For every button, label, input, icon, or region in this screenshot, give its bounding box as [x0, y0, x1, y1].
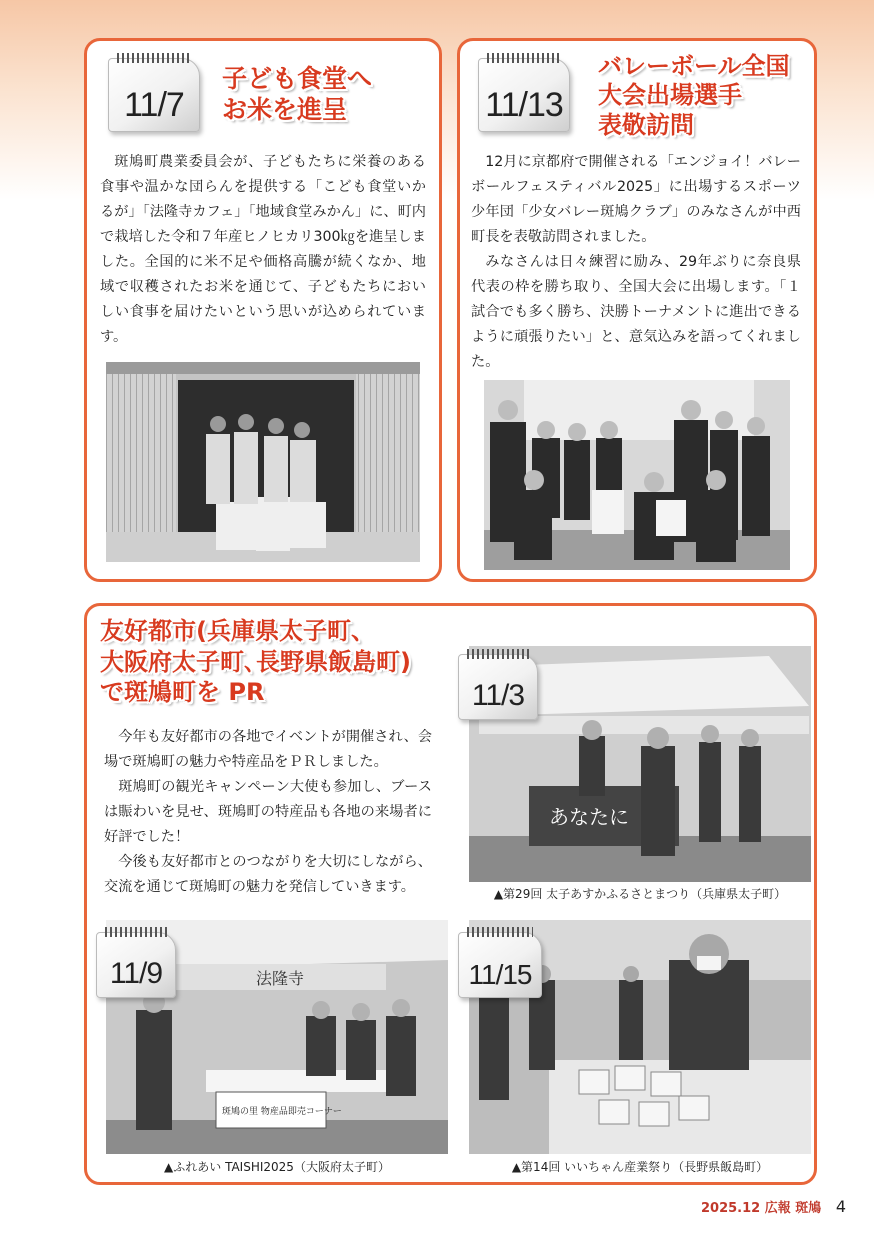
page-number: 4	[835, 1197, 846, 1216]
calendar-date-badge	[458, 654, 538, 720]
photo-caption: ▲ふれあい TAISHI2025（大阪府太子町）	[164, 1160, 390, 1174]
title-line: 表敬訪問	[598, 110, 694, 139]
warehouse-illustration	[106, 362, 420, 562]
paragraph: 今年も友好都市の各地でイベントが開催され、会場で斑鳩町の魅力や特産品をＰＲしました。	[104, 729, 432, 770]
calendar-date-badge	[458, 932, 542, 998]
article-title	[222, 64, 372, 125]
title-line: 大会出場選手	[598, 81, 742, 110]
article-title	[598, 52, 790, 140]
calendar-rings	[467, 649, 529, 659]
title-line: 友好都市(兵庫県太子町、	[100, 617, 375, 645]
event-date: 11/3	[471, 679, 525, 712]
brand-logo: 斑鳩	[795, 1201, 822, 1216]
calendar-rings	[105, 927, 167, 937]
paragraph: 斑鳩町の観光キャンペーン大使も参加し、ブースは賑わいを見せ、斑鳩町の特産品も各地の来場者に好評でした！	[104, 779, 432, 845]
photo-caption: ▲第29回 太子あすかふるさとまつり（兵庫県太子町）	[493, 887, 787, 901]
title-line: で斑鳩町を PR	[100, 678, 265, 707]
paragraph: 今後も友好都市とのつながりを大切にしながら、交流を通じて斑鳩町の魅力を発信していきます。	[104, 854, 432, 895]
article-body	[104, 725, 432, 900]
booth-sign-text: あなたに	[549, 805, 629, 829]
photo-caption: ▲第14回 いいちゃん産業祭り（長野県飯島町）	[511, 1160, 769, 1174]
event-date: 11/9	[109, 957, 163, 990]
team-group-illustration	[484, 380, 790, 570]
title-line: お米を進呈	[222, 94, 348, 124]
calendar-rings	[487, 53, 561, 63]
calendar-rings	[467, 927, 533, 937]
title-line: バレーボール全国	[598, 52, 790, 80]
article-body	[471, 150, 801, 375]
calendar-rings	[117, 53, 191, 63]
photo-volleyball-team	[484, 380, 790, 570]
event-date: 11/13	[485, 86, 563, 124]
paragraph: 12月に京都府で開催される「エンジョイ！バレーボールフェスティバル2025」に出場するスポーツ少年団「少女バレー斑鳩クラブ」のみなさんが中西町長を表敬訪問されました。	[471, 154, 801, 245]
banner-text: 法隆寺	[256, 969, 305, 988]
title-line: 子ども食堂へ	[222, 64, 373, 93]
paragraph: みなさんは日々練習に励み、29年ぶりに奈良県代表の枠を勝ち取り、全国大会に出場します。「１試合でも多く勝ち、決勝トーナメントに進出できるように頑張りたい」と、意気込みを語ってくれました。	[471, 254, 801, 370]
photo-rice-donation	[106, 362, 420, 562]
title-line: 大阪府太子町､長野県飯島町)	[100, 647, 411, 676]
event-date: 11/7	[124, 86, 184, 124]
paragraph: 斑鳩町農業委員会が、子どもたちに栄養のある食事や温かな団らんを提供する「こども食堂いかるが」「法隆寺カフェ」「地域食堂みかん」に、町内で栽培した令和７年産ヒノヒカリ300㎏を進呈しました。全国的に米不足や価格高騰が続くなか、地域で収穫されたお米を通じて、子どもたちにおいしい食事を届けたいという思いが込められています。	[100, 154, 426, 345]
booth-sign-text: 斑鳩の里 物産品即売コーナー	[222, 1107, 342, 1117]
calendar-date-badge	[478, 58, 570, 132]
page-footer	[701, 1197, 846, 1216]
article-title	[100, 616, 411, 708]
event-date: 11/15	[468, 959, 532, 990]
article-body	[100, 150, 426, 350]
calendar-date-badge	[96, 932, 176, 998]
issue-label: 2025.12 広報	[700, 1201, 791, 1216]
calendar-date-badge	[108, 58, 200, 132]
